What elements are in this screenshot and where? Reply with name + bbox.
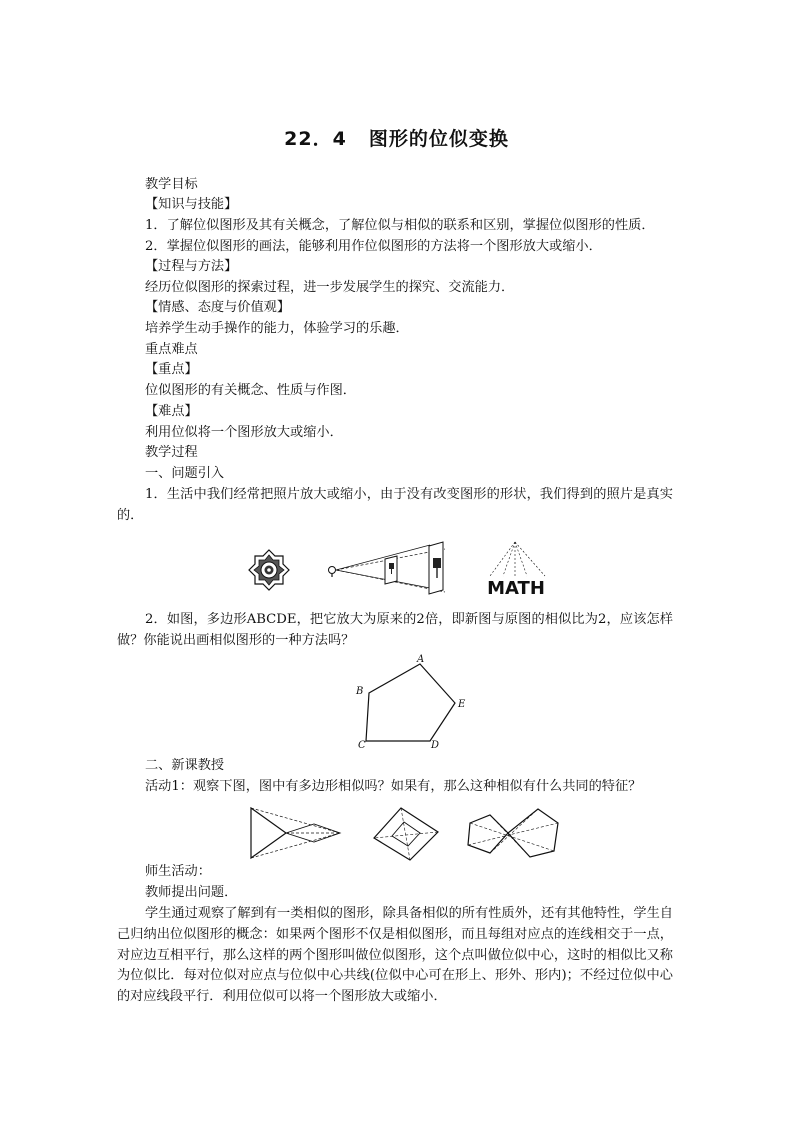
process-text: 经历位似图形的探索过程，进一步发展学生的探究、交流能力． xyxy=(145,280,515,295)
heading-teaching-process: 教学过程 xyxy=(145,445,198,460)
goal-item-1: 1．了解位似图形及其有关概念，了解位似与相似的联系和区别，掌握位似图形的性质． xyxy=(145,218,655,233)
attitude-text: 培养学生动手操作的能力，体验学习的乐趣． xyxy=(145,321,409,336)
vertex-label-e: E xyxy=(458,699,466,710)
vertex-label-b: B xyxy=(356,686,364,697)
teacher-student-activity: 师生活动： xyxy=(145,864,211,879)
difficulty-text: 利用位似将一个图形放大或缩小． xyxy=(145,425,343,440)
activity-1: 活动1：观察下图，图中有多边形相似吗？如果有，那么这种相似有什么共同的特征？ xyxy=(145,779,642,794)
octagram-ornament xyxy=(249,550,289,590)
heading-process-method: 【过程与方法】 xyxy=(145,259,238,274)
heading-teaching-goals: 教学目标 xyxy=(145,177,198,192)
heading-knowledge-skills: 【知识与技能】 xyxy=(145,197,238,212)
teacher-question: 教师提出问题． xyxy=(145,885,238,900)
triangle-homothety xyxy=(251,808,340,858)
goal-item-2: 2．掌握位似图形的画法，能够利用作位似图形的方法将一个图形放大或缩小． xyxy=(145,239,602,254)
section-title: 图形的位似变换 xyxy=(368,128,509,150)
projector-diagram xyxy=(329,542,446,594)
question-1: 1．生活中我们经常把照片放大或缩小，由于没有改变图形的形状，我们得到的照片是真实的． xyxy=(117,487,673,523)
heading-intro: 一、问题引入 xyxy=(145,466,225,481)
question-2: 2．如图，多边形ABCDE，把它放大为原来的2倍，即新图与原图的相似比为2，应该怎样做？你能说出画相似图形的一种方法吗？ xyxy=(117,612,673,648)
heading-attitude: 【情感、态度与价值观】 xyxy=(145,300,291,315)
pentagon-abcde-figure xyxy=(350,652,480,752)
vertex-label-c: C xyxy=(358,740,366,751)
math-word: MATH xyxy=(487,578,545,599)
homothety-figures xyxy=(248,805,588,865)
page-title xyxy=(0,124,793,151)
photo-scaling-figure xyxy=(245,540,575,600)
heading-focus: 【重点】 xyxy=(145,362,198,377)
heading-key-points: 重点难点 xyxy=(145,342,198,357)
vertex-label-d: D xyxy=(431,740,440,751)
quadrilateral-homothety xyxy=(374,808,438,860)
concept-paragraph: 学生通过观察了解到有一类相似的图形，除具备相似的所有性质外，还有其他特性，学生自己归纳出位似图形的概念：如果两个图形不仅是相似图形，而且每组对应点的连线相交于一点，对应边互相平行，那么这样的两个图形叫做位似图形，这个点叫做位似中心，这时的相似比又称为位似比．每对位似对应点与位似中心共线(位似中心可在形上、形外、形内)；不经过位似中心的对应线段平行．利用位似可以将一个图形放大或缩小． xyxy=(117,906,673,1005)
vertex-label-a: A xyxy=(417,654,425,665)
heading-new-lesson: 二、新课教授 xyxy=(145,758,225,773)
pentagon-homothety xyxy=(468,809,558,857)
math-perspective-figure xyxy=(487,542,545,599)
heading-difficulty: 【难点】 xyxy=(145,404,198,419)
focus-text: 位似图形的有关概念、性质与作图． xyxy=(145,383,356,398)
section-number: 22．4 xyxy=(284,128,347,150)
